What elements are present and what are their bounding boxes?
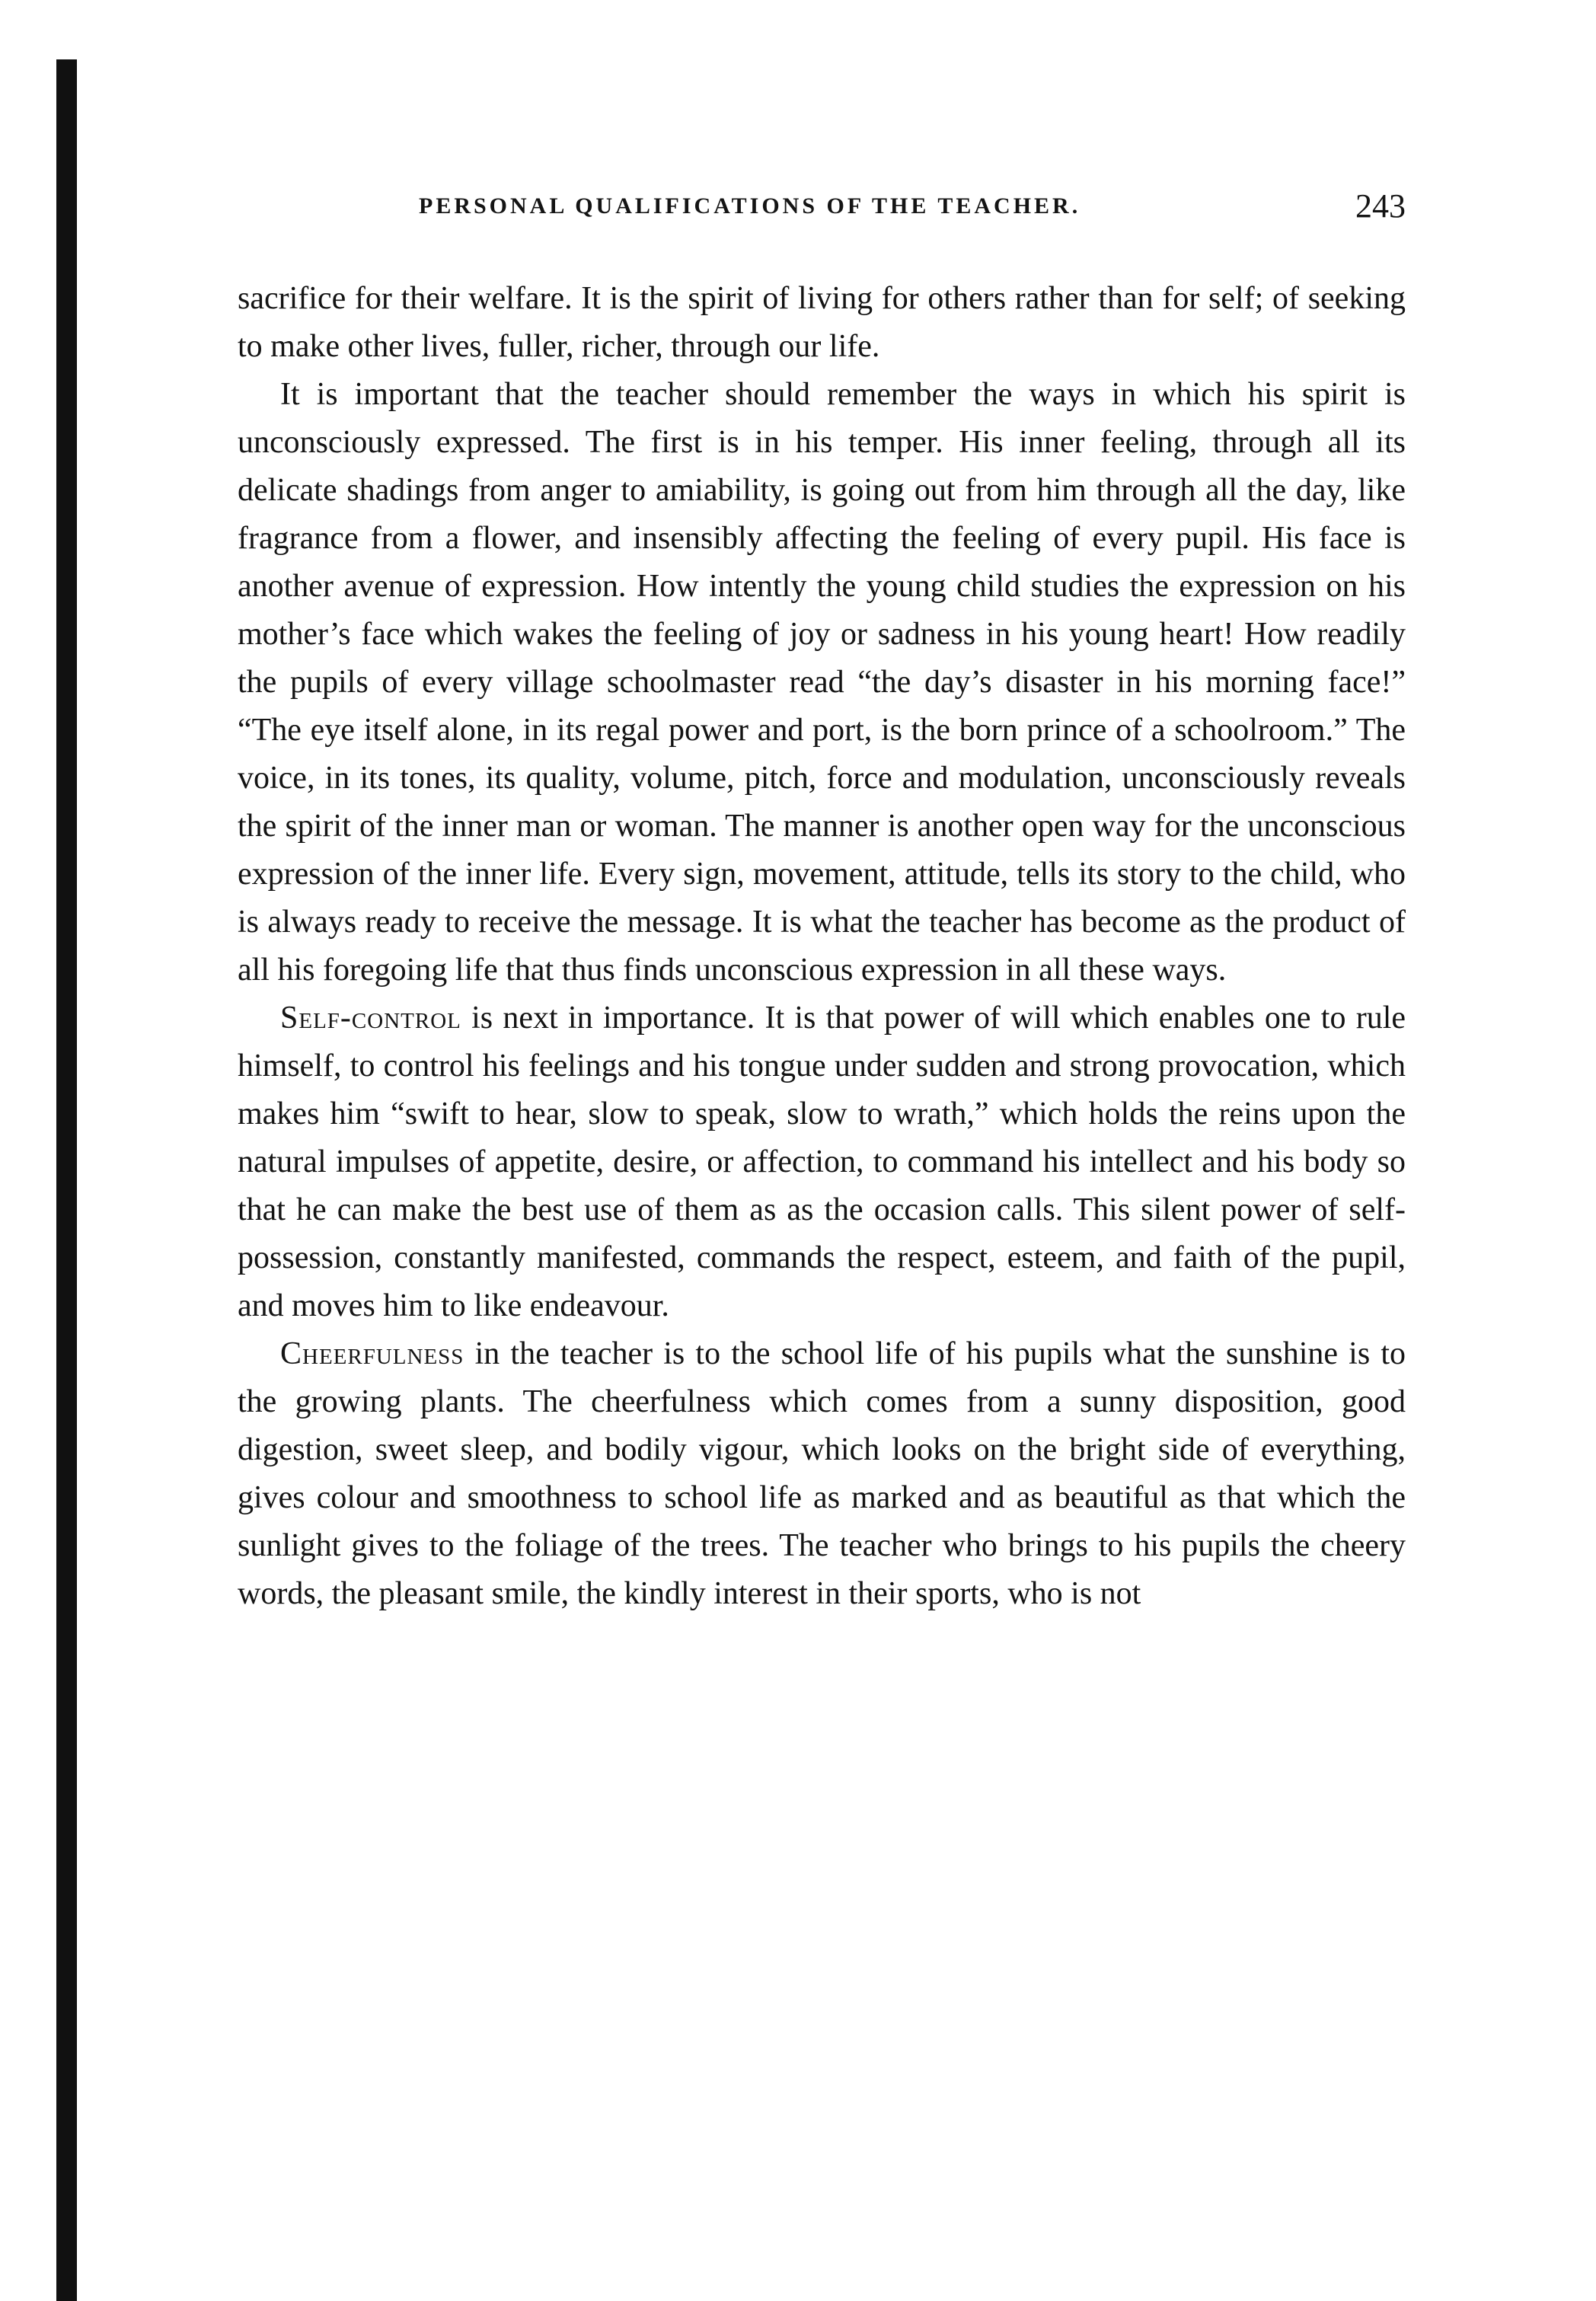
page-binding-edge bbox=[56, 59, 77, 2301]
page-number: 243 bbox=[1355, 187, 1406, 225]
paragraph-continued: sacrifice for their welfare. It is the spirit of living for others rather than for self; of seeking to make other lives, fuller, richer, through our life. bbox=[238, 281, 1406, 364]
paragraph-body-self-control: is next in importance. It is that power of will which enables one to rule himself, to control his feelings and his tongue under sudden and strong provocation, which makes him “swift to hear, slow to speak, slow to wrath,” which holds the reins upon the natural impulses of appetite, desire, or affection, to command his intellect and his body so that he can make the best use of them as as the occasion calls. This silent power of self-possession, constantly manifested, commands the respect, esteem, and faith of the pupil, and moves him to like endeavour. bbox=[238, 1001, 1406, 1323]
paragraph-self-control bbox=[238, 994, 1406, 1330]
running-title: PERSONAL QUALIFICATIONS OF THE TEACHER. bbox=[419, 193, 1081, 219]
paragraph-lead-self-control: Self-control bbox=[280, 1001, 461, 1036]
paragraph-body-cheerfulness: in the teacher is to the school life of his pupils what the sunshine is to the growing plants. The cheerfulness which comes from a sunny disposition, good digestion, sweet sleep, and bodily vigour, which looks on the bright side of everything, gives colour and smoothness to school life as marked and as beautiful as that which the sunlight gives to the foliage of the trees. The teacher who brings to his pupils the cheery words, the pleasant smile, the kindly interest in their sports, who is not bbox=[238, 1336, 1406, 1611]
paragraph-lead-cheerfulness: Cheerfulness bbox=[280, 1336, 464, 1371]
paragraph-cheerfulness bbox=[238, 1330, 1406, 1618]
paragraph-spirit-expression: It is important that the teacher should remember the ways in which his spirit is unconsciously expressed. The first is in his temper. His inner feeling, through all its delicate shadings from anger to amiability, is going out from him through all the day, like fragrance from a flower, and insensibly affecting the feeling of every pupil. His face is another avenue of expression. How intently the young child studies the expression on his mother’s face which wakes the feeling of joy or sadness in his young heart! How readily the pupils of every village schoolmaster read “the day’s disaster in his morning face!” “The eye itself alone, in its regal power and port, is the born prince of a schoolroom.” The voice, in its tones, its quality, volume, pitch, force and modulation, unconsciously reveals the spirit of the inner man or woman. The manner is another open way for the unconscious expression of the inner life. Every sign, movement, attitude, tells its story to the child, who is always ready to receive the message. It is what the teacher has become as the product of all his foregoing life that thus finds unconscious expression in all these ways. bbox=[238, 377, 1406, 988]
running-head bbox=[238, 187, 1406, 225]
body-text bbox=[238, 275, 1406, 1618]
